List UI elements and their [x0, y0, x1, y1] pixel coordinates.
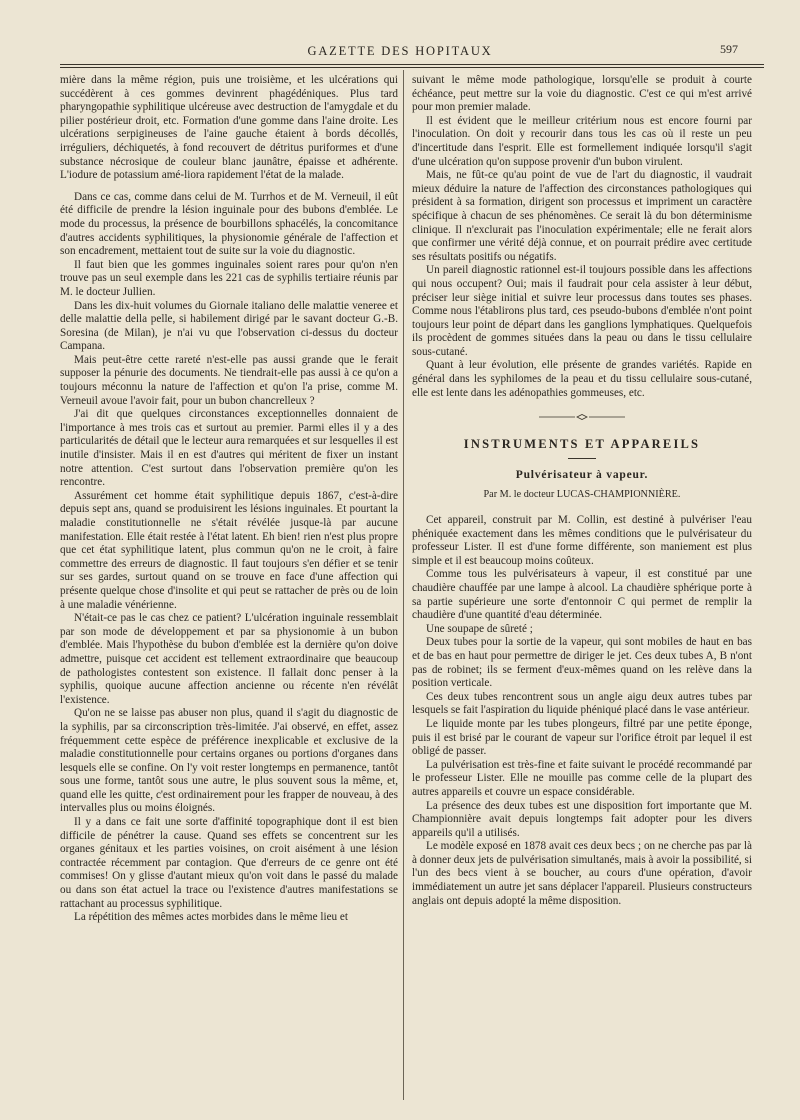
- paragraph: La pulvérisation est très-fine et faite suivant le procédé recommandé par le professeur Lister. Elle ne mouille pas comme celle de la plupart des autres appareils et couvre un espace considérable.: [412, 758, 752, 798]
- paragraph: Qu'on ne se laisse pas abuser non plus, quand il s'agit du diagnostic de la syphilis, par sa circonscription très-limitée. J'ai observé, en effet, assez fréquemment cette espèce de préférence inexplicable et exclusive de la maladie constitutionnelle pour certains organes ou portions d'organes dans lesquels elle se confine. On l'y voit rester longtemps en permanence, tantôt sous une forme, tantôt sous une autre, le plus souvent sous la même, et, quand elle les quitte, c'est ordinairement pour les frapper de nouveau, à des intervalles plus ou moins éloignés.: [60, 707, 398, 815]
- paragraph: La répétition des mêmes actes morbides dans le même lieu et: [74, 911, 349, 924]
- left-column: [60, 74, 398, 925]
- paragraph: Le modèle exposé en 1878 avait ces deux becs ; on ne cherche pas par là à donner deux jets de pulvérisation simultanés, mais à avoir la possibilité, si l'un des becs vient à se boucher, au cours d'une opération, d'avoir immédiatement un autre jet sans déplacer l'appareil. Plusieurs constructeurs anglais ont depuis adopté la même disposition.: [412, 840, 752, 907]
- paragraph: Il est évident que le meilleur critérium nous est encore fourni par l'inoculation. On doit y recourir dans tous les cas où il reste un peu d'incertitude dans l'esprit. Elle est formellement indiquée lorsqu'il s'agit d'une ulcération qu'on suppose provenir d'un bubon virulent.: [412, 114, 752, 168]
- paragraph: Assurément cet homme était syphilitique depuis 1867, c'est-à-dire depuis sept ans, quand se produisirent les lésions inguinales. Et pourtant la maladie constitutionnelle ne s'était révélée jusque-là par aucune manifestation. Elle était restée à l'état latent. Eh bien! rien n'est plus propre que cet état syphilitique latent, plus commun qu'on ne le croit, à faire commettre des erreurs de diagnostic. Il faut toujours s'en défier et se tenir sur ses gardes, surtout quand on se trouve en face d'une affection qui présente quelque chose d'insolite et qui peut se rattacher de près ou de loin à une maladie vénérienne.: [60, 489, 398, 611]
- page-number: 597: [720, 42, 738, 56]
- paragraph: La présence des deux tubes est une disposition fort importante que M. Championnière avait depuis longtemps fait adopter pour les divers appareils qu'il a utilisés.: [412, 799, 752, 839]
- paragraph: Le liquide monte par les tubes plongeurs, filtré par une petite éponge, puis il est brisé par le courant de vapeur sur l'orifice étroit par lequel il est obligé de passer.: [412, 717, 752, 758]
- paragraph: Il faut bien que les gommes inguinales soient rares pour qu'on n'en trouve pas un seul exemple dans les 221 cas de syphilis tertiaire réunis par M. le docteur Jullien.: [60, 258, 398, 298]
- paragraph: Deux tubes pour la sortie de la vapeur, qui sont mobiles de haut en bas et de bas en haut pour permettre de diriger le jet. Ces deux tubes A, B n'ont pas de robinet; ils se ferment d'eux-mêmes quand on les relève dans la position verticale.: [412, 636, 752, 690]
- short-rule: [568, 458, 596, 459]
- paragraph: Quant à leur évolution, elle présente de grandes variétés. Rapide en général dans les syphilomes de la peau et du tissu cellulaire sous-cutané, elle est lente dans les adénopathies gommeuses, etc.: [412, 359, 752, 399]
- paragraph: Une soupape de sûreté ;: [426, 622, 533, 635]
- paragraph: J'ai dit que quelques circonstances exceptionnelles donnaient de l'importance à mes trois cas et surtout au premier. Parmi elles il y a des particularités de détail que le lecteur aura remarquées et sur lesquelles il est inutile d'insister. Mais il en est d'autres qui méritent de fixer un instant notre attention. C'est surtout dans l'observation première qu'on les rencontre.: [60, 408, 398, 489]
- paragraph: mière dans la même région, puis une troisième, et les ulcérations qui succédèrent à ces gommes devinrent phagédéniques. Plus tard pharyngopathie syphilitique ulcéreuse avec destruction de l'amygdale et du pilier postérieur droit, etc. Formation d'une gomme dans l'aine droite. Les ulcérations serpigineuses de l'aine gauche étaient à bords décollés, irréguliers, déchiquetés, à fond recouvert de détritus puriformes et d'une substance nécrosique de couleur blanc jaunâtre, épaisse et adhérente. L'iodure de potassium amé-liora rapidement l'état de la malade.: [60, 74, 398, 182]
- paragraph: Mais peut-être cette rareté n'est-elle pas aussi grande que le ferait supposer la pénurie des documents. Ne tiendrait-elle pas aussi à ce qu'on a toujours méconnu la nature de l'affection et qu'on l'a prise, comme M. Verneuil avoue l'avoir fait, pour un bubon chancrelleux ?: [60, 353, 398, 407]
- section-ornament: [537, 414, 627, 420]
- header-rule: [60, 64, 764, 68]
- paragraph: Il y a dans ce fait une sorte d'affinité topographique dont il est bien difficile de pénétrer la cause. Quand ses effets se concentrent sur les organes génitaux et les parties voisines, on croit aisément à une lésion contractée récemment par contagion. Que d'erreurs de ce genre ont été commises! On y glisse d'autant mieux qu'on voit dans le passé du malade ou dans son état actuel la trace ou l'existence d'autres manifestations se rattachant au processus syphilitique.: [60, 816, 398, 910]
- paragraph: suivant le même mode pathologique, lorsqu'elle se produit à courte échéance, peut mettre sur la voie du diagnostic. C'est ce qui m'est arrivé pour mon premier malade.: [412, 74, 752, 114]
- paragraph: Dans les dix-huit volumes du Giornale italiano delle malattie veneree et delle malattie della pelle, si habilement dirigé par le savant docteur G.-B. Soresina (de Milan), je n'ai vu que l'observation ci-dessus du docteur Campana.: [60, 299, 398, 353]
- paragraph: Dans ce cas, comme dans celui de M. Turrhos et de M. Verneuil, il eût été difficile de prendre la lésion inguinale pour des bubons d'emblée. Le mode du processus, la présence de bourbillons sphacélés, la concomitance d'autres accidents syphilitiques, la physionomie générale de l'affection et son encadrement, mettaient tout de suite sur la voie du diagnostic.: [60, 190, 398, 258]
- paragraph: Ces deux tubes rencontrent sous un angle aigu deux autres tubes par lesquels se fait l'aspiration du liquide phéniqué placé dans le vase antérieur.: [412, 690, 752, 717]
- article-byline: Par M. le docteur LUCAS-CHAMPIONNIÈRE.: [483, 489, 681, 501]
- section-heading: INSTRUMENTS ET APPAREILS: [463, 437, 701, 452]
- column-divider: [403, 70, 404, 1100]
- paragraph: N'était-ce pas le cas chez ce patient? L'ulcération inguinale ressemblait par son mode de développement et par sa physionomie à un bubon d'emblée. Mais l'hypothèse du bubon d'emblée est la dernière qu'on doive admettre, puisque cet accident est tellement extraordinaire que beaucoup de pathologistes contestent son existence. Il fallait donc penser à la syphilis, quoique aucune affection ancienne ou récente n'en révélât l'existence.: [60, 612, 398, 706]
- article-title: Pulvérisateur à vapeur.: [515, 468, 649, 481]
- running-head: [60, 40, 740, 60]
- right-column: [412, 74, 752, 908]
- paragraph: Mais, ne fût-ce qu'au point de vue de l'art du diagnostic, il vaudrait mieux déduire la nature de l'affection des circonstances pathologiques qui président à sa formation, dirigent son processus et impriment un caractère spécifique à chacun de ses phénomènes. Ce serait là du bon déterminisme clinique. Il n'exclurait pas l'inoculation expérimentale; elle ne ferait alors que confirmer une vérité déjà connue, et on pourrait prédire avec certitude ses résultats positifs ou négatifs.: [412, 169, 752, 263]
- paragraph: Cet appareil, construit par M. Collin, est destiné à pulvériser l'eau phéniquée exactement dans les mêmes conditions que le pulvérisateur du professeur Lister. Il est d'une forme différente, son maniement est plus simple et il est beaucoup moins coûteux.: [412, 514, 752, 567]
- journal-title: GAZETTE DES HOPITAUX: [307, 44, 493, 58]
- paragraph: Comme tous les pulvérisateurs à vapeur, il est constitué par une chaudière chauffée par une lampe à alcool. La chaudière sphérique porte à sa partie supérieure une sorte d'entonnoir C qui permet de remplir la chaudière d'une quantité d'eau déterminée.: [412, 568, 752, 622]
- paragraph: Un pareil diagnostic rationnel est-il toujours possible dans les affections qui nous occupent? Oui; mais il faudrait pour cela assister à leur début, préciser leur siège initial et suivre leur processus dans toutes ses phases. Comme nous l'établirons plus tard, ces pseudo-bubons d'emblée n'ont point toujours leur point de départ dans les ganglions lymphatiques. Quelquefois ils procèdent de gommes situées dans la peau ou dans le tissu cellulaire sous-cutané.: [412, 264, 752, 358]
